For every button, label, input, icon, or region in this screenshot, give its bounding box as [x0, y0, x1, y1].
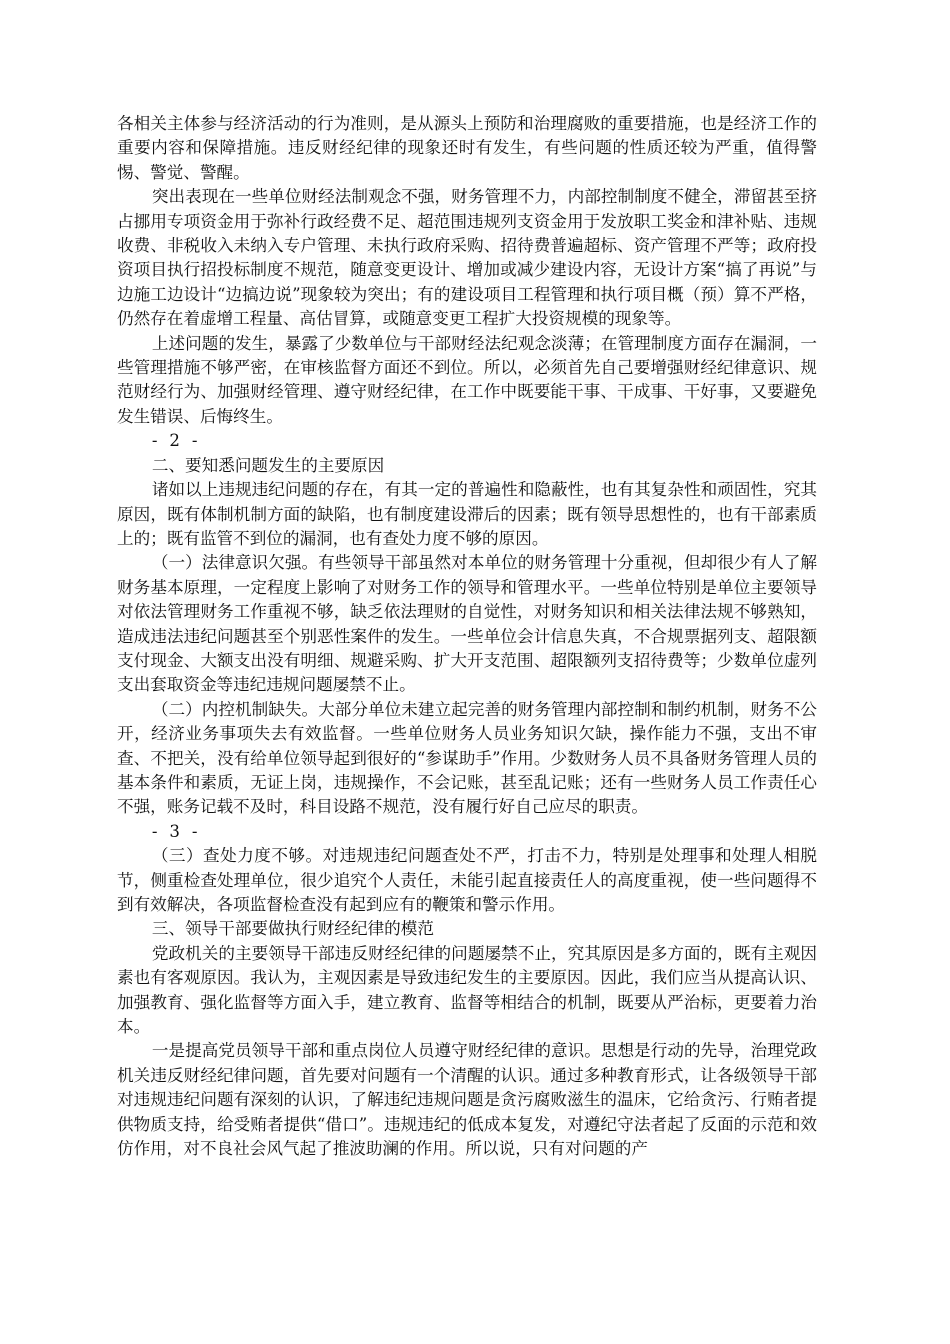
paragraph: 党政机关的主要领导干部违反财经纪律的问题屡禁不止，究其原因是多方面的，既有主观因素也有客观原因。我认为，主观因素是导致违纪发生的主要原因。因此，我们应当从提高认识、加强教育、强化监督等方面入手，建立教育、监督等相结合的机制，既要从严治标，更要着力治本。	[117, 943, 817, 1037]
page-number: - 2 -	[151, 431, 201, 451]
paragraph: 各相关主体参与经济活动的行为准则，是从源头上预防和治理腐败的重要措施，也是经济工作的重要内容和保障措施。违反财经纪律的现象还时有发生，有些问题的性质还较为严重，值得警惕、警觉、警醒。	[117, 114, 817, 182]
paragraph: （一）法律意识欠强。有些领导干部虽然对本单位的财务管理十分重视，但却很少有人了解财务基本原理，一定程度上影响了对财务工作的领导和管理水平。一些单位特别是单位主要领导对依法管理财务工作重视不够，缺乏依法理财的自觉性，对财务知识和相关法律法规不够熟知，造成违法违纪问题甚至个别恶性案件的发生。一些单位会计信息失真，不合规票据列支、超限额支付现金、大额支出没有明细、规避采购、扩大开支范围、超限额列支招待费等；少数单位虚列支出套取资金等违纪违规问题屡禁不止。	[117, 553, 817, 695]
paragraph: 突出表现在一些单位财经法制观念不强，财务管理不力，内部控制制度不健全，滞留甚至挤占挪用专项资金用于弥补行政经费不足、超范围违规列支资金用于发放职工奖金和津补贴、违规收费、非税收入未纳入专户管理、未执行政府采购、招待费普遍超标、资产管理不严等；政府投资项目执行招投标制度不规范，随意变更设计、增加或减少建设内容，无设计方案“搞了再说”与边施工边设计“边搞边说”现象较为突出；有的建设项目工程管理和执行项目概（预）算不严格，仍然存在着虚增工程量、高估冒算，或随意变更工程扩大投资规模的现象等。	[117, 187, 817, 329]
paragraph: 诸如以上违规违纪问题的存在，有其一定的普遍性和隐蔽性，也有其复杂性和顽固性，究其原因，既有体制机制方面的缺陷，也有制度建设滞后的因素；既有领导思想性的，也有干部素质上的；既有监管不到位的漏洞，也有查处力度不够的原因。	[117, 480, 817, 548]
paragraph: 上述问题的发生，暴露了少数单位与干部财经法纪观念淡薄；在管理制度方面存在漏洞，一些管理措施不够严密，在审核监督方面还不到位。所以，必须首先自己要增强财经纪律意识、规范财经行为、加强财经管理、遵守财经纪律，在工作中既要能干事、干成事、干好事，又要避免发生错误、后悔终生。	[117, 333, 817, 426]
section-heading: 三、领导干部要做执行财经纪律的模范	[151, 919, 434, 939]
page-number: - 3 -	[151, 821, 201, 841]
section-heading: 二、要知悉问题发生的主要原因	[151, 455, 385, 475]
paragraph: （三）查处力度不够。对违规违纪问题查处不严，打击不力，特别是处理事和处理人相脱节，侧重检查处理单位，很少追究个人责任，未能引起直接责任人的高度重视，使一些问题得不到有效解决，各项监督检查没有起到应有的鞭策和警示作用。	[117, 846, 817, 914]
paragraph: 一是提高党员领导干部和重点岗位人员遵守财经纪律的意识。思想是行动的先导，治理党政机关违反财经纪律问题，首先要对问题有一个清醒的认识。通过多种教育形式，让各级领导干部对违规违纪问题有深刻的认识，了解违纪违规问题是贪污腐败滋生的温床，它给贪污、行贿者提供物质支持，给受贿者提供“借口”。违规违纪的低成本复发，对遵纪守法者起了反面的示范和效仿作用，对不良社会风气起了推波助澜的作用。所以说，只有对问题的产	[117, 1041, 817, 1159]
document-page	[117, 112, 817, 1161]
paragraph: （二）内控机制缺失。大部分单位未建立起完善的财务管理内部控制和制约机制，财务不公开，经济业务事项失去有效监督。一些单位财务人员业务知识欠缺，操作能力不强，支出不审查、不把关，没有给单位领导起到很好的“参谋助手”作用。少数财务人员不具备财务管理人员的基本条件和素质，无证上岗，违规操作，不会记账，甚至乱记账；还有一些财务人员工作责任心不强，账务记载不及时，科目设路不规范，没有履行好自己应尽的职责。	[117, 699, 817, 817]
